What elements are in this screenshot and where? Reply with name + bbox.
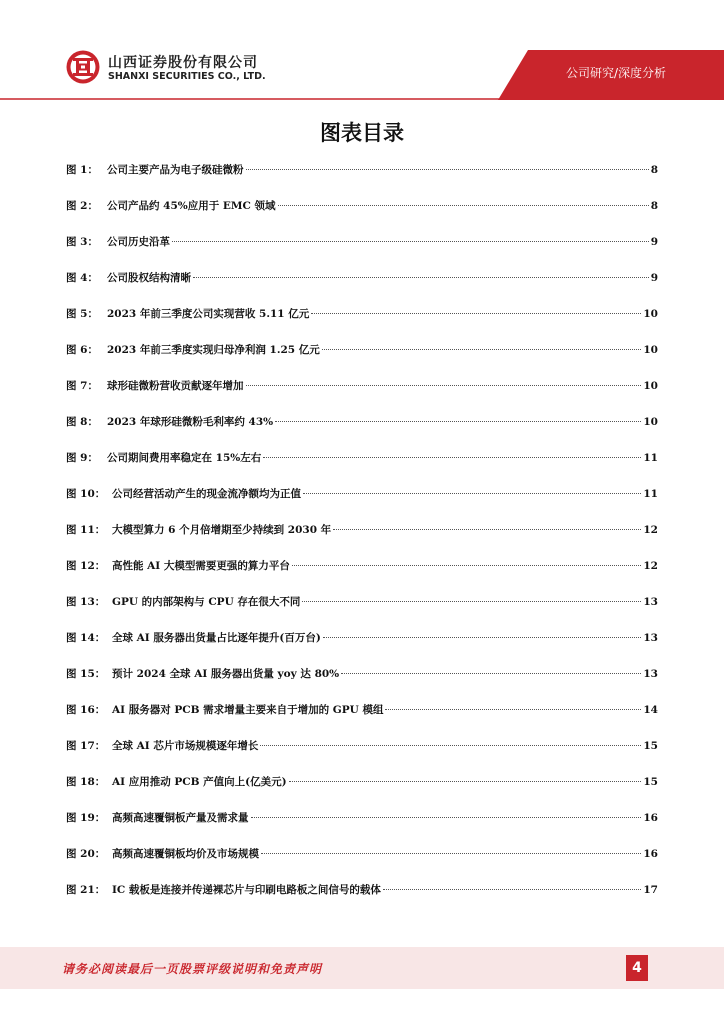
toc-entry-number: 图 20： [66, 848, 106, 860]
toc-entry-title: 预计 2024 全球 AI 服务器出货量 yoy 达 80% [112, 668, 340, 680]
toc-dot-leader [302, 601, 641, 602]
toc-entry-title: GPU 的内部架构与 CPU 存在很大不同 [112, 596, 301, 608]
page-header [0, 0, 724, 100]
toc-entry-page: 13 [643, 596, 658, 608]
toc-entry-title: 全球 AI 芯片市场规模逐年增长 [112, 740, 259, 752]
toc-entry-title: 公司历史沿革 [107, 236, 170, 248]
footer-disclaimer: 请务必阅读最后一页股票评级说明和免责声明 [62, 962, 323, 976]
toc-entry-page: 8 [650, 164, 658, 176]
toc-entry-title: 公司经营活动产生的现金流净额均为正值 [112, 488, 301, 500]
toc-entry-number: 图 16： [66, 704, 106, 716]
toc-entry-number: 图 13： [66, 596, 106, 608]
toc-dot-leader [246, 169, 649, 170]
toc-entry-title: 公司主要产品为电子级硅微粉 [107, 164, 244, 176]
toc-entry[interactable] [66, 342, 658, 378]
toc-dot-leader [385, 709, 641, 710]
toc-dot-leader [260, 745, 641, 746]
toc-entry[interactable] [66, 738, 658, 774]
toc-entry-page: 13 [643, 668, 658, 680]
toc-entry-title: 2023 年前三季度公司实现营收 5.11 亿元 [107, 308, 310, 320]
toc-entry[interactable] [66, 846, 658, 882]
toc-entry[interactable] [66, 882, 658, 918]
page-number: 4 [626, 955, 648, 981]
toc-entry-page: 10 [643, 380, 658, 392]
toc-entry-number: 图 15： [66, 668, 106, 680]
toc-entry-title: IC 载板是连接并传递裸芯片与印刷电路板之间信号的载体 [112, 884, 381, 896]
toc-entry-number: 图 5： [66, 308, 98, 320]
toc-entry-page: 15 [643, 776, 658, 788]
toc-entry[interactable] [66, 666, 658, 702]
toc-entry[interactable] [66, 486, 658, 522]
toc-dot-leader [278, 205, 649, 206]
toc-dot-leader [263, 457, 641, 458]
toc-entry-number: 图 8： [66, 416, 98, 428]
toc-dot-leader [303, 493, 641, 494]
toc-entry[interactable] [66, 270, 658, 306]
page-title: 图表目录 [320, 121, 404, 145]
toc-dot-leader [333, 529, 641, 530]
toc-entry[interactable] [66, 702, 658, 738]
toc-dot-leader [251, 817, 642, 818]
toc-entry-number: 图 14： [66, 632, 106, 644]
toc-dot-leader [193, 277, 649, 278]
toc-entry[interactable] [66, 234, 658, 270]
toc-dot-leader [172, 241, 649, 242]
toc-entry-title: AI 应用推动 PCB 产值向上(亿美元) [112, 776, 287, 788]
toc-entry-title: 公司期间费用率稳定在 15%左右 [107, 452, 262, 464]
toc-entry-number: 图 4： [66, 272, 98, 284]
toc-entry-title: 球形硅微粉营收贡献逐年增加 [107, 380, 244, 392]
toc-entry[interactable] [66, 450, 658, 486]
toc-entry[interactable] [66, 630, 658, 666]
toc-entry-number: 图 17： [66, 740, 106, 752]
toc-entry-number: 图 6： [66, 344, 98, 356]
toc-entry-title: 大模型算力 6 个月倍增期至少持续到 2030 年 [112, 524, 332, 536]
toc-entry[interactable] [66, 162, 658, 198]
toc-entry-number: 图 3： [66, 236, 98, 248]
toc-entry-title: 全球 AI 服务器出货量占比逐年提升(百万台) [112, 632, 321, 644]
toc-entry-title: 高频高速覆铜板均价及市场规模 [112, 848, 259, 860]
toc-entry-page: 10 [643, 308, 658, 320]
toc-entry-title: 公司产品约 45%应用于 EMC 领域 [107, 200, 276, 212]
toc-entry-page: 16 [643, 812, 658, 824]
header-red-band [0, 0, 724, 100]
toc-entry[interactable] [66, 594, 658, 630]
toc-entry-number: 图 21： [66, 884, 106, 896]
figure-toc [66, 162, 658, 918]
toc-dot-leader [275, 421, 641, 422]
toc-entry-page: 13 [643, 632, 658, 644]
toc-dot-leader [383, 889, 641, 890]
toc-entry-page: 10 [643, 416, 658, 428]
toc-dot-leader [311, 313, 641, 314]
toc-dot-leader [261, 853, 641, 854]
toc-entry-number: 图 12： [66, 560, 106, 572]
toc-entry-number: 图 7： [66, 380, 98, 392]
toc-entry-title: AI 服务器对 PCB 需求增量主要来自于增加的 GPU 模组 [112, 704, 384, 716]
toc-entry[interactable] [66, 810, 658, 846]
toc-entry[interactable] [66, 198, 658, 234]
toc-dot-leader [292, 565, 642, 566]
toc-entry-page: 17 [643, 884, 658, 896]
toc-entry-number: 图 18： [66, 776, 106, 788]
toc-entry-page: 11 [643, 488, 658, 500]
toc-dot-leader [323, 637, 642, 638]
toc-entry-title: 2023 年前三季度实现归母净利润 1.25 亿元 [107, 344, 320, 356]
section-tag: 公司研究/深度分析 [566, 66, 667, 80]
toc-dot-leader [289, 781, 642, 782]
toc-entry[interactable] [66, 774, 658, 810]
toc-entry-page: 14 [643, 704, 658, 716]
toc-entry-title: 高频高速覆铜板产量及需求量 [112, 812, 249, 824]
toc-entry-page: 12 [643, 524, 658, 536]
toc-dot-leader [322, 349, 642, 350]
shanxi-securities-logo-icon [65, 49, 101, 85]
toc-entry-page: 15 [643, 740, 658, 752]
toc-entry-title: 高性能 AI 大模型需要更强的算力平台 [112, 560, 290, 572]
toc-entry-number: 图 9： [66, 452, 98, 464]
toc-entry[interactable] [66, 558, 658, 594]
toc-entry-page: 16 [643, 848, 658, 860]
toc-entry[interactable] [66, 414, 658, 450]
toc-entry[interactable] [66, 378, 658, 414]
toc-entry[interactable] [66, 306, 658, 342]
toc-entry-number: 图 11： [66, 524, 106, 536]
toc-entry-title: 2023 年球形硅微粉毛利率约 43% [107, 416, 274, 428]
company-name-cn: 山西证券股份有限公司 [108, 55, 258, 71]
toc-entry-page: 10 [643, 344, 658, 356]
page-footer [0, 947, 724, 989]
toc-entry-number: 图 19： [66, 812, 106, 824]
toc-entry-page: 12 [643, 560, 658, 572]
toc-dot-leader [246, 385, 642, 386]
toc-entry-number: 图 2： [66, 200, 98, 212]
company-name-en: SHANXI SECURITIES CO., LTD. [108, 71, 266, 82]
toc-entry-number: 图 10： [66, 488, 106, 500]
toc-entry-page: 9 [650, 272, 658, 284]
toc-entry[interactable] [66, 522, 658, 558]
toc-entry-page: 8 [650, 200, 658, 212]
toc-entry-page: 11 [643, 452, 658, 464]
toc-entry-page: 9 [650, 236, 658, 248]
toc-entry-title: 公司股权结构清晰 [107, 272, 191, 284]
toc-entry-number: 图 1： [66, 164, 98, 176]
toc-dot-leader [341, 673, 641, 674]
